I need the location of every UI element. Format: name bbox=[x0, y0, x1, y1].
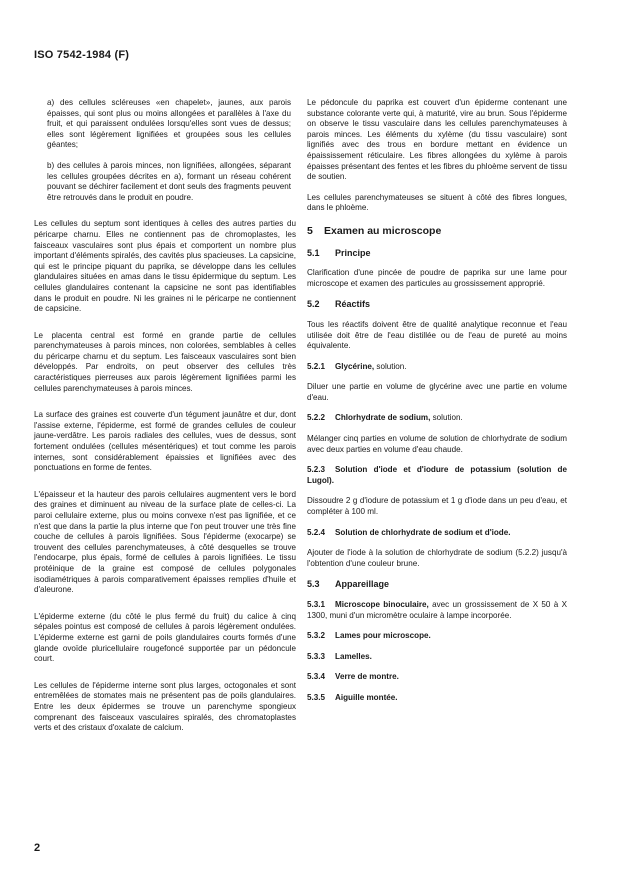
section-number: 5.1 bbox=[307, 247, 320, 258]
section-number: 5.2.2 bbox=[307, 413, 326, 423]
section-5-2-heading bbox=[307, 299, 567, 310]
paragraph-epiderme-externe: L'épiderme externe (du côté le plus fermé du fruit) du calice à cinq sépales pointus est composé de cellules à parois légèrement ondulées. L'épiderme externe est garni de poils glandulaires courts formés d'une glande ovoïde pluricellulaire rougefoncé supportée par un pédoncule court. bbox=[34, 611, 296, 664]
paragraph-septum: Les cellules du septum sont identiques à celles des autres parties du péricarpe charnu. Elles ne contiennent pas de chromoplastes, les faisceaux vasculaires sont plus épais et comportent un nombre plus important d'éléments spiralés, des cavités plus spacieuses. La capsicine, qui est le principe piquant du paprika, se développe dans les cellules glandulaires situées en amas dans le tissu épidermique du septum. Les cellules glandulaires contenant la capsicine ne sont pas identifiables dans le produit en poudre. Ni les graines ni le péricarpe ne contiennent de capsicine. bbox=[34, 219, 296, 314]
section-number: 5.3.2 bbox=[307, 631, 326, 641]
section-title: Verre de montre. bbox=[335, 672, 399, 682]
section-title: Chlorhydrate de sodium, bbox=[335, 413, 431, 423]
section-suffix: solution. bbox=[374, 361, 407, 371]
section-number: 5.2.4 bbox=[307, 527, 326, 537]
section-suffix: avec un grossissement de X 50 à X 1300, muni d'un micromètre oculaire à lampe incorporée. bbox=[307, 600, 568, 620]
section-number: 5.3.5 bbox=[307, 692, 326, 702]
section-5-2-4-text: Ajouter de l'iode à la solution de chlorhydrate de sodium (5.2.2) jusqu'à l'obtention d'une couleur brune. bbox=[307, 548, 567, 568]
section-5-2-3-heading bbox=[307, 465, 567, 486]
paragraph-epiderme-interne: Les cellules de l'épiderme interne sont plus larges, octogonales et sont entremêlées de stomates mais ne présentent pas de poils glandulaires. Entre les deux épidermes se trouve un parenchyme spongieux comprenant des faisceaux vasculaires spiralés, des chromatoplastes verts et des cristaux d'oxalate de calcium. bbox=[34, 680, 296, 733]
section-number: 5.2.1 bbox=[307, 361, 326, 371]
section-number: 5.3.3 bbox=[307, 651, 326, 661]
list-item-b: b) des cellules à parois minces, non lignifiées, allongées, séparant les cellules groupées décrites en a), formant un réseau cohérent pouvant se déchirer facilement et dont seuls des fragments peuvent être retrouvés dans le produit en poudre. bbox=[47, 160, 291, 202]
section-suffix: solution. bbox=[430, 413, 463, 423]
left-column bbox=[34, 98, 296, 744]
section-5-3-5-heading bbox=[307, 693, 567, 704]
paragraph-phloeme: Les cellules parenchymateuses se situent à côté des fibres longues, dans le phloème. bbox=[307, 192, 567, 213]
section-5-3-1-heading bbox=[307, 600, 567, 621]
section-5-1-heading bbox=[307, 248, 567, 259]
paragraph-placenta: Le placenta central est formé en grande partie de cellules parenchymateuses à parois minces, non colorées, semblables à celles du péricarpe charnu et du septum. Les faisceaux vasculaires sont bien développés. Par endroits, on peut observer des cellules très caractéristiques pierreuses aux parois légèrement lignifiées parmi les cellules parenchymateuses à parois minces. bbox=[34, 330, 296, 393]
section-5-3-3-heading bbox=[307, 652, 567, 663]
section-5-3-4-heading bbox=[307, 672, 567, 683]
section-5-2-2-text: Mélanger cinq parties en volume de solution de chlorhydrate de sodium avec deux parties en volume d'eau chaude. bbox=[307, 434, 567, 454]
section-title: Aiguille montée. bbox=[335, 692, 398, 702]
section-number: 5.3.1 bbox=[307, 600, 326, 609]
section-5-3-2-heading bbox=[307, 631, 567, 642]
section-5-2-3-text: Dissoudre 2 g d'iodure de potassium et 1 g d'iode dans un peu d'eau, et compléter à 100 ml. bbox=[307, 496, 567, 517]
section-title: Principe bbox=[335, 247, 371, 258]
page-number: 2 bbox=[34, 842, 41, 854]
document-header: ISO 7542-1984 (F) bbox=[34, 49, 130, 61]
paragraph-graines: La surface des graines est couverte d'un tégument jaunâtre et dur, dont l'assise externe, l'épiderme, est formé de grandes cellules de couleur jaune-verdâtre. Les parois radiales des cellules, vues de dessus, sont fortement ondulées (cellules mésentériques) et tout comme les parois internes, sont considérablement épaissies et lignifiées avec des ponctuations en forme de fentes. bbox=[34, 410, 296, 473]
section-title: Examen au microscope bbox=[324, 224, 442, 237]
section-number: 5.2.3 bbox=[307, 465, 326, 475]
section-5-2-2-heading bbox=[307, 413, 567, 424]
section-5-2-1-text: Diluer une partie en volume de glycérine avec une partie en volume d'eau. bbox=[307, 382, 567, 402]
section-title: Solution de chlorhydrate de sodium et d'iode. bbox=[335, 527, 511, 537]
section-title: Solution d'iode et d'iodure de potassium (solution de Lugol). bbox=[307, 465, 567, 485]
section-5-2-1-heading bbox=[307, 362, 567, 373]
section-5-heading bbox=[307, 226, 567, 237]
section-number: 5 bbox=[307, 224, 313, 237]
section-title: Réactifs bbox=[335, 299, 371, 310]
section-5-3-heading bbox=[307, 579, 567, 590]
section-5-2-4-heading bbox=[307, 528, 567, 539]
section-5-1-text: Clarification d'une pincée de poudre de paprika sur une lame pour microscope et examen des particules au grossissement approprié. bbox=[307, 268, 567, 288]
section-title: Lames pour microscope. bbox=[335, 631, 431, 641]
section-number: 5.2 bbox=[307, 299, 320, 310]
paragraph-parois: L'épaisseur et la hauteur des parois cellulaires augmentent vers le bord des graines et diminuent au niveau de la surface plate de celles-ci. La paroi cellulaire externe, plus ou moins convexe n'est pas lignifiée, et ce n'est que dans la partie la plus interne que l'on peut trouver une très fine couche de cellules à parois lignifiées. Sous l'épiderme (exocarpe) se trouvent des cellules parenchymateuses, à côté desquelles se trouve l'endocarpe, plus épais, formé de cellules à parois lignifiées. Le tissu protéinique de la graine est composé de cellules polygonales isodiamétriques à parois comparativement épaisses remplies d'huile et d'aleurone. bbox=[34, 489, 296, 595]
section-5-2-text: Tous les réactifs doivent être de qualité analytique reconnue et l'eau utilisée doit être de l'eau distillée ou de l'eau de pureté au moins équivalente. bbox=[307, 319, 567, 351]
paragraph-pedoncule: Le pédoncule du paprika est couvert d'un épiderme contenant une substance colorante verte qui, à maturité, vire au brun. Sous l'épiderme on observe le tissu vasculaire dans les cellules parenchymateuses à parois minces. Les éléments du xylème (du tissu vasculaire) sont lignifiés avec des trous en bordure mettant en évidence un épaississement réticulaire. Les fibres allongées du xylème à parois épaisses présentant des fentes et les fibres du phloème servent de tissu de soutien. bbox=[307, 98, 567, 182]
section-title: Microscope binoculaire, bbox=[335, 600, 429, 609]
list-item-a: a) des cellules scléreuses «en chapelet», jaunes, aux parois épaisses, qui sont plus ou moins allongées et parallèles à l'axe du fruit, et qui paraissent ondulées lorsqu'elles sont vues de dessus; elles sont légèrement lignifiées et groupées sous les cellules géantes; bbox=[47, 98, 291, 150]
section-number: 5.3 bbox=[307, 579, 320, 590]
section-title: Glycérine, bbox=[335, 361, 375, 371]
section-number: 5.3.4 bbox=[307, 672, 326, 682]
section-title: Lamelles. bbox=[335, 651, 372, 661]
right-column bbox=[307, 98, 567, 714]
section-title: Appareillage bbox=[335, 579, 390, 590]
